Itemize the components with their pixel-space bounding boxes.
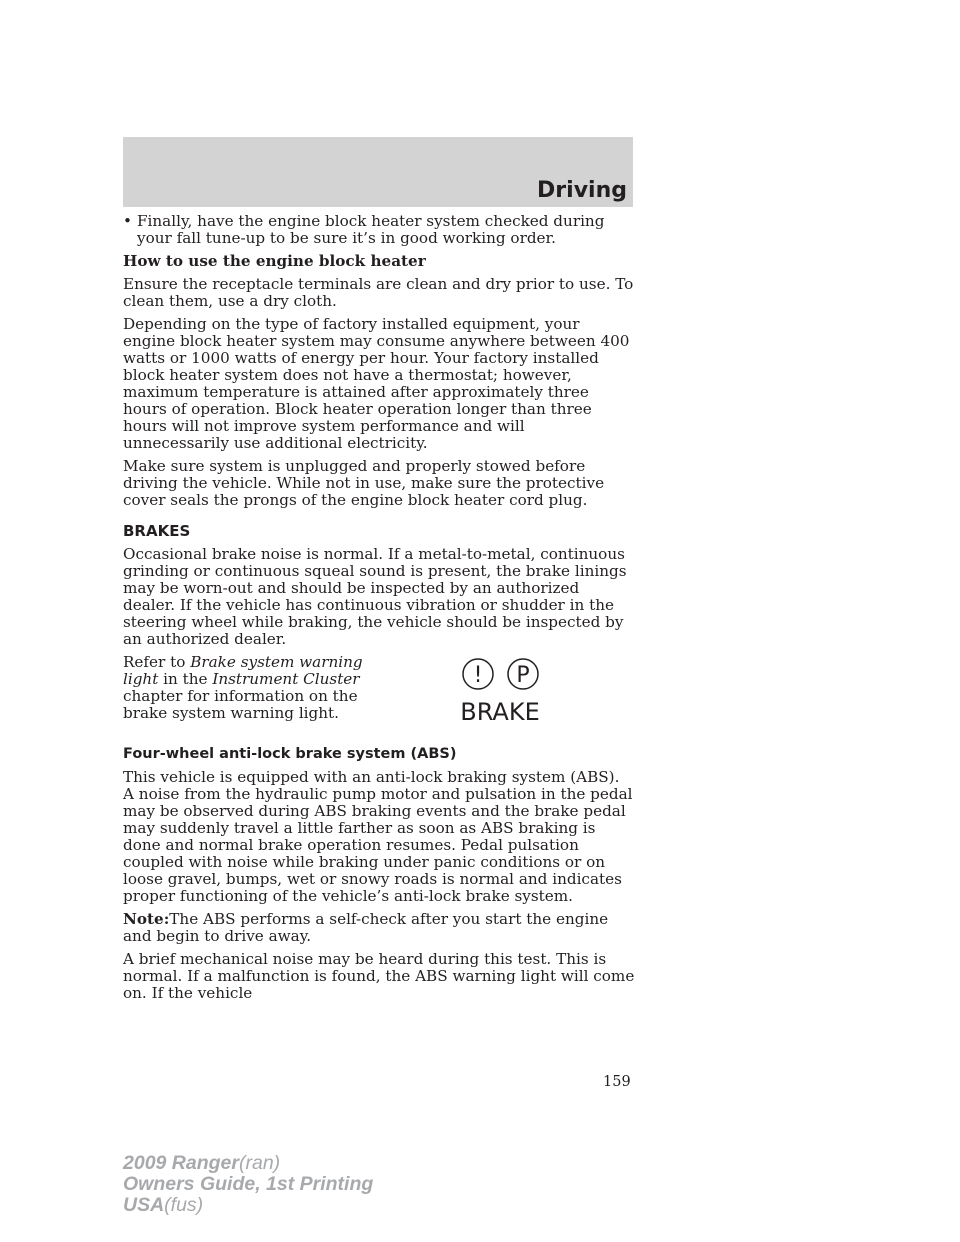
footer-model: 2009 Ranger (123, 1152, 239, 1174)
refer-suffix: chapter for information on the brake system warning light. (123, 687, 358, 722)
paragraph-note (123, 911, 635, 945)
bullet-text: Finally, have the engine block heater system checked during your fall tune-up to be sure it’s in good working order. (137, 212, 605, 247)
abs-heading: Four-wheel anti-lock brake system (ABS) (123, 746, 457, 762)
paragraph-clean-terminals: Ensure the receptacle terminals are clean and dry prior to use. To clean them, use a dry cloth. (123, 275, 634, 310)
footer-model-code: (ran) (238, 1152, 281, 1174)
footer-line-region (123, 1195, 373, 1216)
section-header-band (123, 137, 633, 207)
footer-line-model (123, 1153, 373, 1174)
brake-warning-icon (445, 654, 565, 724)
paragraph-power-consumption: Depending on the type of factory installed equipment, your engine block heater system may consume anywhere between 400 watts or 1000 watts of energy per hour. Your factory installed block heater system does not have a thermostat; however, maximum temperature is attained after approximately three hours of operation. Block heater operation longer than three hours will not improve system performance and will unnecessarily use additional electricity. (123, 315, 630, 452)
note-label: Note: (123, 910, 170, 928)
parking-glyph: P (516, 663, 530, 688)
footer-print-info (123, 1153, 373, 1216)
note-text: The ABS performs a self-check after you start the engine and begin to drive away. (123, 910, 609, 945)
refer-link-brake-warning: Brake system warning light (123, 653, 363, 688)
refer-row (123, 654, 635, 728)
paragraph-refer (123, 654, 393, 722)
paragraph-stow-heater: Make sure system is unplugged and properly stowed before driving the vehicle. While not in use, make sure the protective cover seals the prongs of the engine block heater cord plug. (123, 457, 605, 509)
section-title: Driving (537, 178, 627, 203)
refer-prefix: Refer to (123, 653, 191, 671)
footer-region: USA (123, 1194, 165, 1216)
brake-label: BRAKE (460, 698, 540, 724)
exclaim-glyph: ! (473, 663, 483, 688)
bullet-mark: • (123, 212, 132, 230)
bullet-item (123, 213, 635, 247)
footer-line-guide (123, 1174, 373, 1195)
footer-region-code: (fus) (164, 1194, 204, 1216)
footer-guide: Owners Guide, 1st Printing (123, 1173, 374, 1195)
paragraph-self-check: A brief mechanical noise may be heard during this test. This is normal. If a malfunction is found, the ABS warning light will come on. If the vehicle (123, 950, 635, 1002)
refer-mid: in the (158, 670, 213, 688)
howto-heading: How to use the engine block heater (123, 252, 426, 270)
brakes-heading: BRAKES (123, 522, 191, 540)
paragraph-brake-noise: Occasional brake noise is normal. If a metal-to-metal, continuous grinding or continuous squeal sound is present, the brake linings may be worn-out and should be inspected by an authorized dealer. If the vehicle has continuous vibration or shudder in the steering wheel while braking, the vehicle should be inspected by an authorized dealer. (123, 545, 627, 648)
paragraph-abs: This vehicle is equipped with an anti-lock braking system (ABS). A noise from the hydraulic pump motor and pulsation in the pedal may be observed during ABS braking events and the brake pedal may suddenly travel a little farther as soon as ABS braking is done and normal brake operation resumes. Pedal pulsation coupled with noise while braking under panic conditions or on loose gravel, bumps, wet or snowy roads is normal and indicates proper functioning of the vehicle’s anti-lock brake system. (123, 768, 633, 905)
page-number: 159 (603, 1074, 631, 1090)
page-content (123, 213, 635, 1008)
refer-link-instrument-cluster: Instrument Cluster (212, 670, 360, 688)
